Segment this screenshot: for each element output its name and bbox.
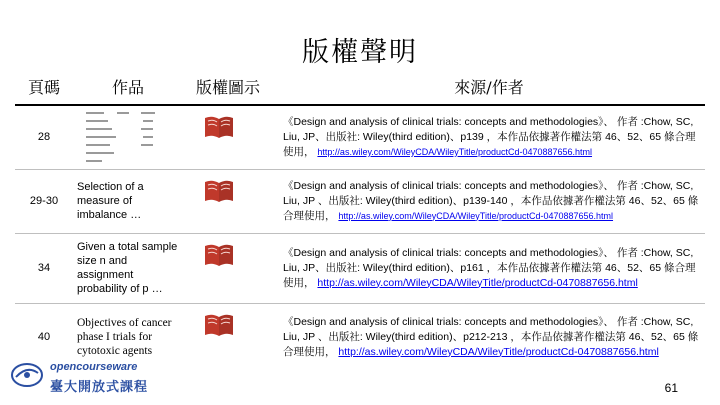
row-license-icon-cell	[183, 233, 273, 303]
table-row	[15, 169, 705, 233]
header-page: 頁碼	[15, 68, 73, 105]
row-license-icon-cell	[183, 105, 273, 169]
logo-text-en: opencourseware	[50, 361, 138, 373]
source-link[interactable]: http://as.wiley.com/WileyCDA/WileyTitle/productCd-0470887656.html	[338, 210, 614, 221]
book-icon	[203, 242, 235, 268]
header-source: 來源/作者	[273, 68, 705, 105]
row-page: 40	[37, 331, 51, 344]
row-page: 34	[15, 233, 73, 303]
row-source	[273, 303, 705, 371]
source-link[interactable]: http://as.wiley.com/WileyCDA/WileyTitle/productCd-0470887656.html	[338, 345, 659, 358]
book-icon	[203, 178, 235, 204]
header-work: 作品	[73, 68, 183, 105]
page-number: 61	[664, 381, 678, 395]
row-source	[273, 233, 705, 303]
table-row	[15, 105, 705, 169]
row-source	[273, 169, 705, 233]
row-license-icon-cell	[183, 303, 273, 371]
row-license-icon-cell	[183, 169, 273, 233]
ntu-ocw-logo	[10, 357, 160, 393]
copyright-table	[15, 68, 705, 371]
source-text: 《Design and analysis of clinical trials: concepts and methodologies》、 作者 :Chow, SC, Liu, JP、出版社: Wiley(third edition)、p139 ，本作品依據著作權法第 46、52、65 條合理使用，	[283, 115, 696, 158]
row-work: Selection of a measure of imbalance …	[73, 169, 183, 233]
table-row	[15, 233, 705, 303]
source-link[interactable]: http://as.wiley.com/WileyCDA/WileyTitle/productCd-0470887656.html	[317, 276, 638, 289]
page-title: 版權聲明	[302, 37, 418, 68]
source-text: 《Design and analysis of clinical trials: concepts and methodologies》、 作者 :Chow, SC, Liu, JP、出版社: Wiley(third edition)、p161 ，本作品依據著作權法第 46、52、65 條合理使用，	[283, 246, 696, 289]
ntu-logo-icon	[10, 361, 44, 389]
book-icon	[203, 114, 235, 140]
header-license-icon: 版權圖示	[183, 68, 273, 105]
row-page: 29-30	[15, 169, 73, 233]
row-work: Given a total sample size n and assignment probability of p …	[73, 233, 183, 303]
row-work-thumbnail	[73, 105, 183, 169]
source-text: 《Design and analysis of clinical trials: concepts and methodologies》、 作者 :Chow, SC, Liu, JP 、出版社: Wiley(third edition)、p139-140 ，本作品依據著作權法第 46、52、65 條合理使用，	[283, 179, 699, 222]
table-thumbnail-image	[81, 108, 171, 166]
logo-text-zh: 臺大開放式課程	[50, 379, 149, 394]
table-header-row	[15, 68, 705, 105]
row-page: 28	[15, 105, 73, 169]
source-link[interactable]: http://as.wiley.com/WileyCDA/WileyTitle/productCd-0470887656.html	[317, 146, 593, 157]
row-work: Objectives of cancer phase I trials for cytotoxic agents	[77, 317, 172, 358]
source-text: 《Design and analysis of clinical trials: concepts and methodologies》、 作者 :Chow, SC, Liu, JP 、出版社: Wiley(third edition)、p212-213 ，本作品依據著作權法第 46、52、65 條合理使用，	[283, 315, 699, 358]
row-source	[273, 105, 705, 169]
book-icon	[203, 312, 235, 338]
